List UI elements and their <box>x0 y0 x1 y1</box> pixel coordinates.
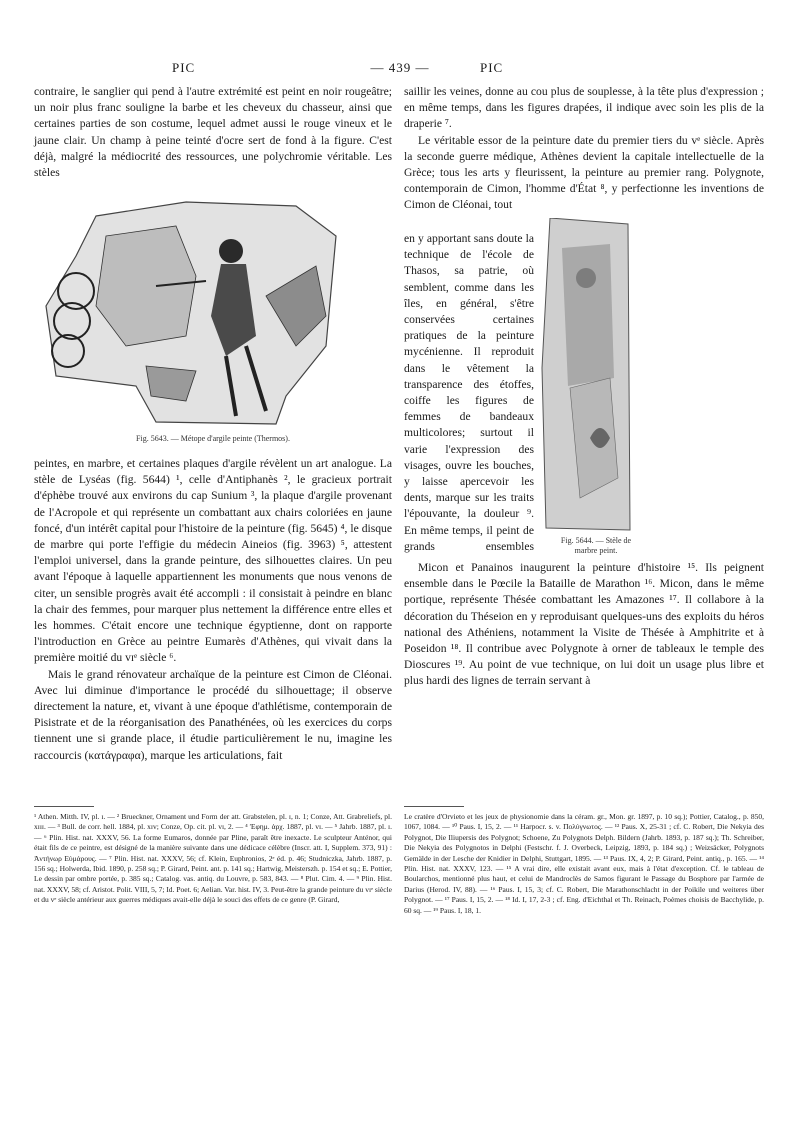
footnotes-left: ¹ Athen. Mitth. IV, pl. ɪ. — ² Brueckner, Ornament und Form der att. Grabstelen, pl. ɪ, n. 1; Conze, Att. Grabreliefs, pl. xɪɪɪ. — ³ Bull. de corr. hell. 1884, pl. xɪv; Conze, Op. cit. pl. vɪ, 2. — ⁴ Ἐφημ. ἀρχ. 1887, pl. vɪ. — ⁵ Jahrb. 1887, pl. ɪ. — ⁶ Plin. Hist. nat. XXXV, 56. La forme Eumaros, donnée par Pline, paraît être inexacte. Le sculpteur Anténor, qui était fils de ce peintre, est désigné de la manière suivante dans une dédicace célèbre (Inscr. att. I, Supplem. 373, 91) : Ἀντήνωρ Εὐμάρους. — ⁷ Plin. Hist. nat. XXXV, 56; cf. Klein, Euphronios, 2ᵉ éd. p. 46; Studniczka, Jahrb. 1887, p. 156 sq.; Holwerda, Ibid. 1890, p. 258 sq.; P. Girard, Peint. ant. p. 141 sq.; Hartwig, Meisterszh. p. 154 et sq.; E. Pottier, Le dessin par ombre portée, p. 385 sq.; Catalog. vas. antiq. du Louvre, p. 583, 843. — ⁸ Plut. Cim. 4. — ⁹ Plin. Hist. nat. XXXV, 58; cf. Aristot. Polit. VIII, 5, 7; Id. Poet. 6; Aelian. Var. hist. IV, 3. Peut-être la grande peinture du vɪᵉ siècle et du vᵉ siècle antérieur aux guerres médiques avait-elle déjà le souci des effets de ce genre (P. Girard, <box>34 812 392 905</box>
page-header <box>0 60 800 80</box>
footnote-rule <box>404 806 464 807</box>
metope-illustration <box>36 196 356 428</box>
left-column-top <box>34 84 392 181</box>
stele-illustration <box>540 218 632 534</box>
page-number: — 439 — <box>370 60 430 75</box>
figure-caption-stele: Fig. 5644. — Stèle de marbre peint. <box>560 536 632 555</box>
right-column-bottom <box>404 560 764 690</box>
paragraph: Micon et Panainos inaugurent la peinture d'histoire ¹⁵. Ils peignent ensemble dans le Pœcile la Bataille de Marathon ¹⁶. Micon, dans le même portique, représente Thésée combattant les Amazones ¹⁷. Il collabore à la décoration du Théseion en y reproduisant quelques-uns des exploits du héros national des Athéniens, notamment la Visite de Thésée à Amphitrite et à Poseidon ¹⁸. Il contribue avec Polygnote à orner de tableaux le temple des Dioscures ¹⁹. Au point de vue technique, on lui doit un usage plus libre et plus hardi des lignes de terrain servant à <box>404 561 764 688</box>
paragraph: peintes, en marbre, et certaines plaques d'argile révèlent un art analogue. La stèle de Lyséas (fig. 5644) ¹, celle d'Antiphanès ², le gracieux portrait d'éphèbe trouvé aux environs du cap Sunium ³, la plaque d'argile provenant de l'Acropole et qui représente un combattant aux chairs coloriées en jaune foncé, d'un intérêt capital pour l'histoire de la peinture (fig. 5645) ⁴, le disque de marbre qui porte l'effigie du médecin Aineios (fig. 3963) ⁵, attestent l'emploi universel, dans la grande peinture, des silhouettes claires. Un peu avant l'époque à laquelle appartiennent les monuments que nous venons de citer, un sensible progrès avait été accompli : il consistait à peindre en blanc la chair des femmes, pour marquer plus nettement la différence entre elles et les hommes. C'était encore une technique égyptienne, dont on rapporte l'introduction en Grèce au peintre Eumarès d'Athènes, qui vivait dans la première moitié du vɪᵉ siècle ⁶. <box>34 457 392 665</box>
figure-caption-metope: Fig. 5643. — Métope d'argile peinte (Thermos). <box>136 434 290 443</box>
left-column-bottom <box>34 456 392 764</box>
paragraph: Mais le grand rénovateur archaïque de la peinture est Cimon de Cléonai. Avec lui diminue d'importance le procédé du silhouettage; il observe directement la nature, et, vivant à une époque d'athlétisme, contemporain de Pisistrate et de la réorganisation des Panathénées, où les exercices du corps tiennent une si grande place, il étudie particulièrement le nu, imagine les raccourcis (κατάγραφα), marque les articulations, fait <box>34 667 392 762</box>
paragraph: contraire, le sanglier qui pend à l'autre extrémité est peint en noir rougeâtre; un noir plus franc souligne la barbe et les cheveux du chasseur, ainsi que certaines parties de son costume, lequel admet aussi le rouge vineux et le jaune clair. Un champ à peine teinté d'ocre sert de fond à la figure. C'est déjà, malgré la médiocrité des ressources, une polychromie véritable. Les stèles <box>34 85 392 180</box>
right-column-wrap <box>404 231 534 555</box>
running-head-right: PIC <box>480 60 504 75</box>
paragraph: en y apportant sans doute la technique de l'école de Thasos, sa patrie, où semblent, comme dans les îles, en général, s'être conservées certaines pratiques de la peinture mycénienne. Il reproduit dans le vêtement la transparence des étoffes, coiffe les figures de femmes de bandeaux multicolores; surtout il varie l'expression des visages, ouvre les bouches, y laisse apercevoir les dents, marque sur les traits l'épouvante, la douleur ⁹. En même temps, il peint de grands ensembles <box>404 232 534 553</box>
paragraph: Le véritable essor de la peinture date du premier tiers du vᵉ siècle. Après la seconde guerre médique, Athènes devient la capitale intellectuelle de la Grèce; tous les arts y fleurissent, la peinture au premier rang. Polygnote, contemporain de Cimon, l'homme d'État ⁸, y perfectionne les inventions de Cimon de Cléonai, tout <box>404 133 764 212</box>
footnote-rule <box>34 806 94 807</box>
footnotes-right: Le cratère d'Orvieto et les jeux de physionomie dans la céram. gr., Mon. gr. 1897, p. 10 sq.); Pottier, Catalog., p. 850, 1067, 1084. — ¹⁰ Paus. I, 15, 2. — ¹¹ Harpocr. s. v. Πολύγνωτος. — ¹² Paus. X, 25-31 ; cf. C. Robert, Die Nekyia des Polygnot, Die Iliupersis des Polygnot; Schoene, Zu Polygnots Delph. Bildern (Jahrb. 1893, p. 187 sq.); Th. Schreiber, Die Nekyia des Polygnotos in Delphi (Festschr. f. J. Overbeck, Leipzig, 1893, p. 184 sq.) ; Weizsäcker, Polygnots Gemälde in der Lesche der Knidier in Delphi, Stuttgart, 1895. — ¹³ Paus. IX, 4, 2; P. Girard, Peint. antiq., p. 165. — ¹⁴ Plin. Hist. nat. XXXV, 123. — ¹⁵ A vrai dire, elle existait avant eux, mais à l'état d'exception. Cf. le tableau de Boularchos, mentionné plus haut, et celui de Mandroclès de Samos figurant le Passage du Bosphore par l'armée de Darius (Herod. IV, 88). — ¹⁶ Paus. I, 15, 3; cf. C. Robert, Die Marathonschlacht in der Poikile und weiteres über Polygnot. — ¹⁷ Paus. I, 15, 2. — ¹⁸ Id. I, 17, 2-3 ; cf. Eng. d'Eichthal et Th. Reinach, Poèmes choisis de Bacchylide, p. 60 sq. — ¹⁹ Paus. I, 18, 1. <box>404 812 764 915</box>
paragraph: saillir les veines, donne au cou plus de souplesse, à la tête plus d'expression ; en même temps, dans les figures drapées, il indique avec soin les plis de la draperie ⁷. <box>404 85 764 131</box>
right-column-top <box>404 84 764 214</box>
running-head-left: PIC <box>172 60 196 75</box>
